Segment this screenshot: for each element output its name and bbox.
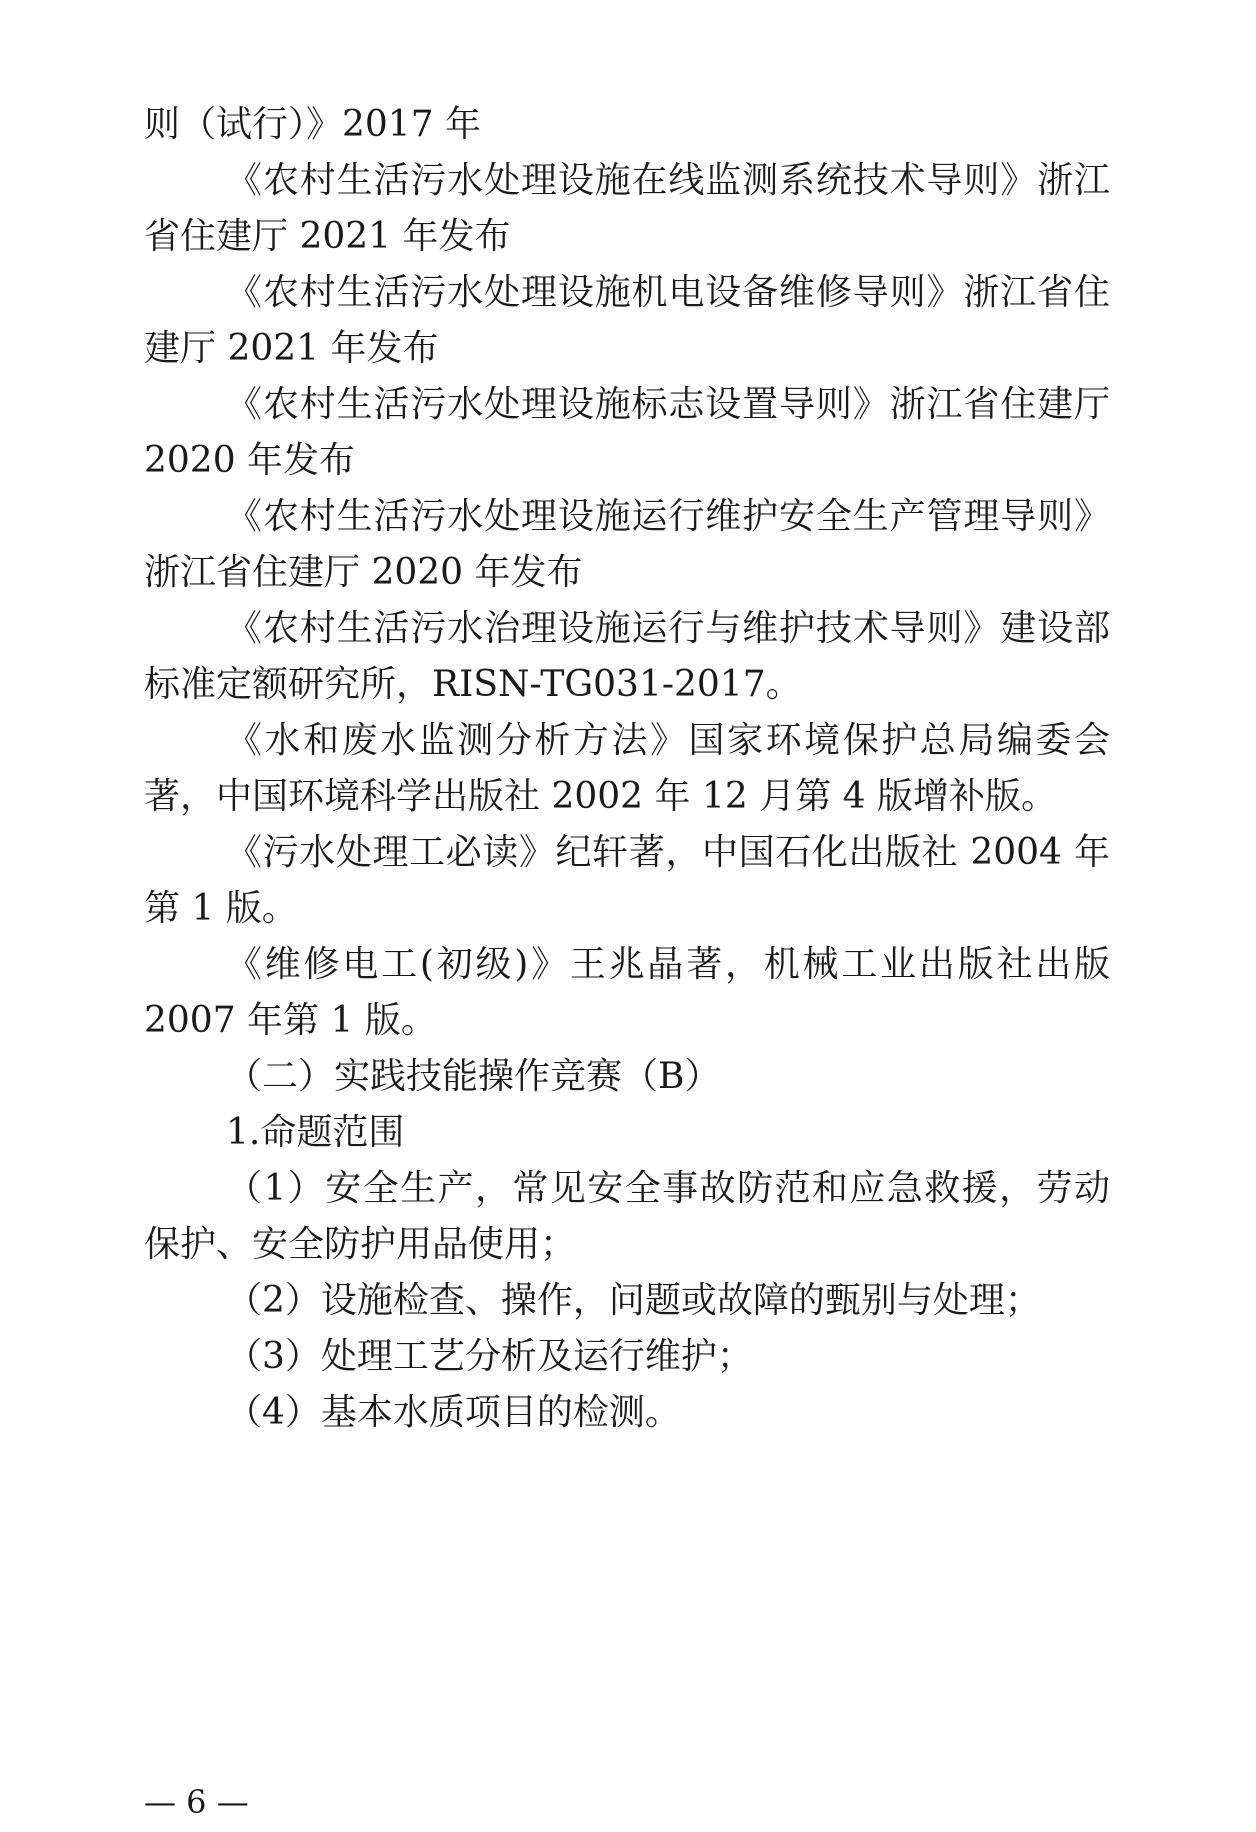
text-line: 《农村生活污水处理设施运行维护安全生产管理导则》: [226, 496, 1110, 537]
text-line: 《污水处理工必读》纪轩著，中国石化出版社 2004 年: [226, 832, 1110, 873]
text-line: 2020 年发布: [144, 440, 356, 481]
text-line: 著，中国环境科学出版社 2002 年 12 月第 4 版增补版。: [144, 776, 1057, 817]
text-line: 浙江省住建厅 2020 年发布: [144, 552, 583, 593]
list-item: （3）处理工艺分析及运行维护；: [226, 1336, 753, 1377]
text-line: 则（试行）》2017 年: [144, 104, 482, 145]
text-line: 《农村生活污水治理设施运行与维护技术导则》建设部: [226, 608, 1110, 649]
text-line: 《农村生活污水处理设施机电设备维修导则》浙江省住: [226, 272, 1110, 313]
text-line: 2007 年第 1 版。: [144, 1000, 437, 1041]
subsection-heading: 1.命题范围: [226, 1112, 405, 1153]
text-line: 《农村生活污水处理设施在线监测系统技术导则》浙江: [226, 160, 1110, 201]
text-line: 《水和废水监测分析方法》国家环境保护总局编委会: [226, 720, 1110, 761]
page-number: — 6 —: [144, 1783, 249, 1821]
list-item: （1）安全生产，常见安全事故防范和应急救援，劳动: [226, 1168, 1110, 1209]
text-line: 建厅 2021 年发布: [144, 328, 439, 369]
list-item: （2）设施检查、操作，问题或故障的甄别与处理；: [226, 1280, 1041, 1321]
section-heading: （二）实践技能操作竞赛（B）: [226, 1056, 721, 1097]
text-line: 第 1 版。: [144, 888, 298, 929]
list-item: （4）基本水质项目的检测。: [226, 1392, 681, 1433]
text-line: 省住建厅 2021 年发布: [144, 216, 511, 257]
text-line: 《维修电工(初级)》王兆晶著，机械工业出版社出版: [226, 944, 1110, 985]
list-item-continuation: 保护、安全防护用品使用；: [144, 1224, 577, 1265]
text-line: 标准定额研究所，RISN-TG031-2017。: [144, 664, 802, 705]
text-line: 《农村生活污水处理设施标志设置导则》浙江省住建厅: [226, 384, 1110, 425]
